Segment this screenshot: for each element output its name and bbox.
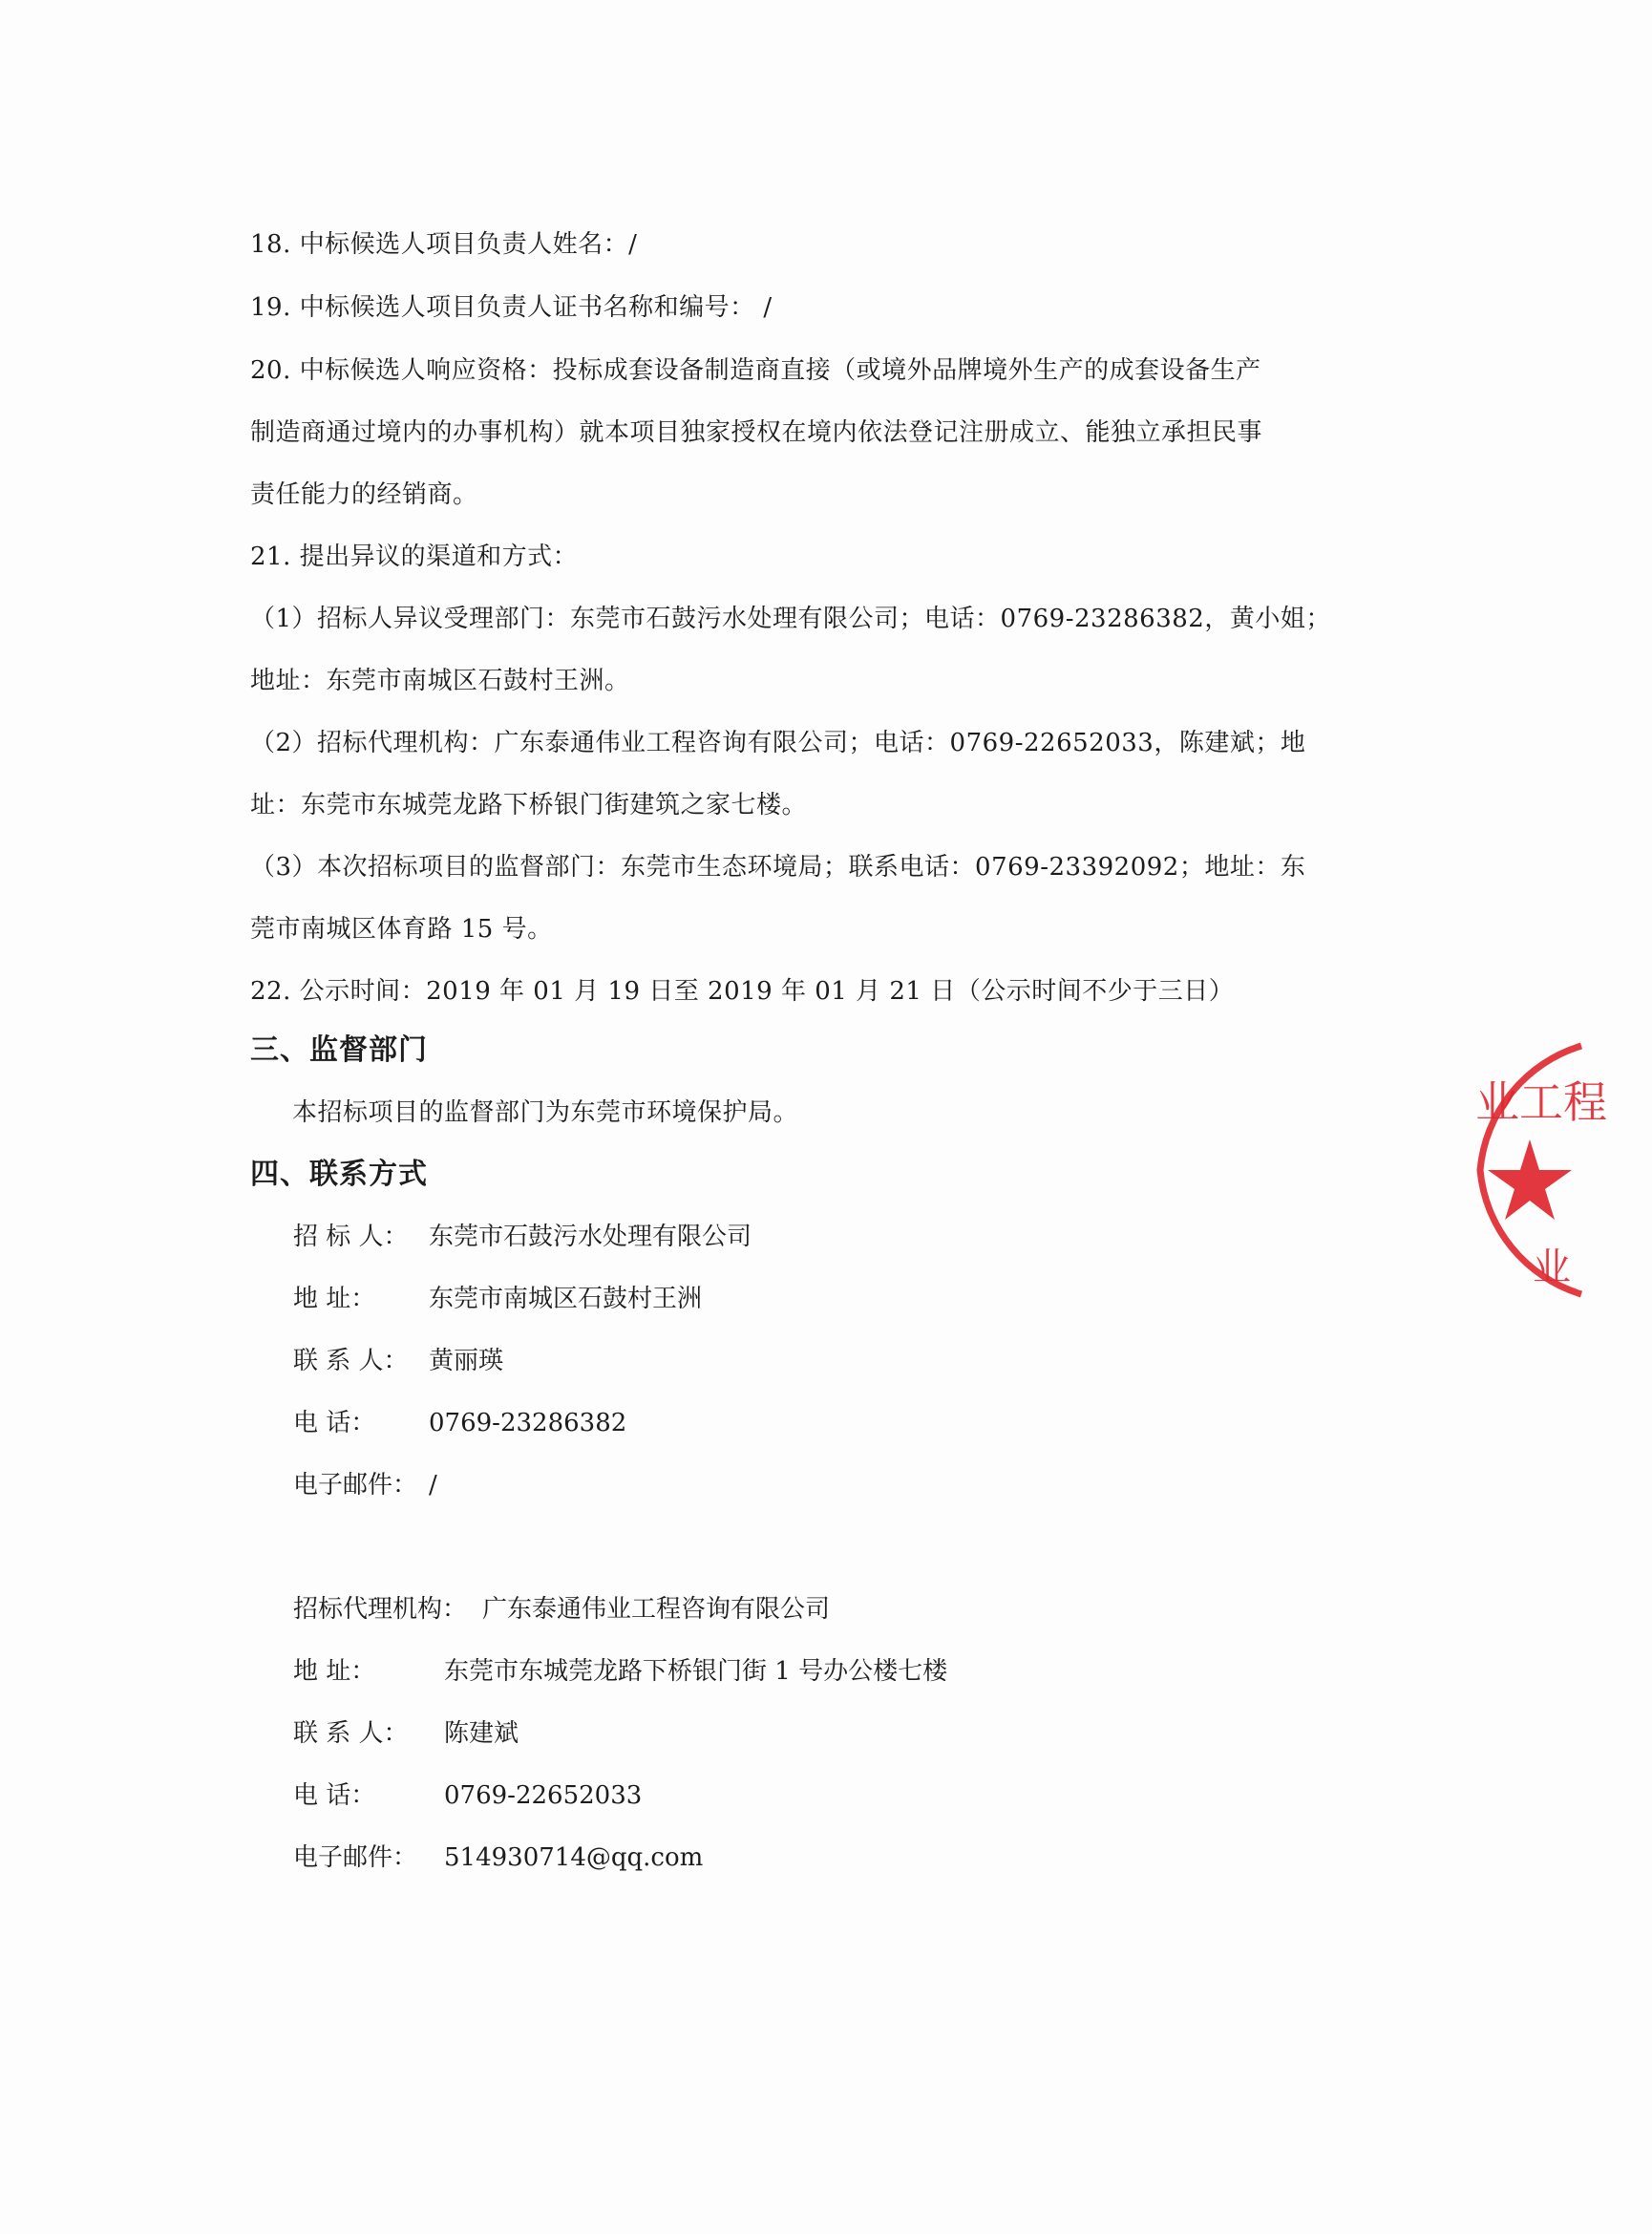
seal-text-bottom: 业 <box>1533 1245 1571 1289</box>
seal-text-top: 业工程 <box>1475 1076 1607 1128</box>
item-21-2-line-1: （2）招标代理机构：广东泰通伟业工程咨询有限公司；电话：0769-22652033，陈建斌；地 <box>250 729 1306 757</box>
agency-email-row <box>293 1839 703 1877</box>
field-value: 0769-23286382 <box>429 1409 627 1437</box>
agency-contact-row <box>293 1714 519 1753</box>
item-20-line-3: 责任能力的经销商。 <box>250 480 478 509</box>
item-20-line-1: 20. 中标候选人响应资格：投标成套设备制造商直接（或境外品牌境外生产的成套设备生产 <box>250 356 1261 385</box>
item-21-3-line-2: 莞市南城区体育路 15 号。 <box>250 915 553 944</box>
field-value: 0769-22652033 <box>444 1781 643 1810</box>
tenderer-address-row <box>293 1280 702 1318</box>
field-value: / <box>429 1471 437 1500</box>
star-icon <box>1488 1139 1572 1220</box>
item-21-3-line-1: （3）本次招标项目的监督部门：东莞市生态环境局；联系电话：0769-23392092；地址：东 <box>250 853 1306 882</box>
item-19: 19. 中标候选人项目负责人证书名称和编号： / <box>250 293 773 322</box>
field-value: 黄丽瑛 <box>429 1347 504 1375</box>
field-value: 陈建斌 <box>444 1719 519 1748</box>
tenderer-email-row <box>293 1466 437 1504</box>
item-21-2-line-2: 址：东莞市东城莞龙路下桥银门街建筑之家七楼。 <box>250 791 808 819</box>
item-21-1-line-1: （1）招标人异议受理部门：东莞市石鼓污水处理有限公司；电话：0769-23286382，黄小姐； <box>250 605 1331 633</box>
field-label: 电子邮件： <box>293 1843 418 1872</box>
field-value: 东莞市东城莞龙路下桥银门街 1 号办公楼七楼 <box>444 1657 948 1686</box>
tenderer-phone-row <box>293 1404 626 1442</box>
field-label: 联 系 人： <box>293 1347 409 1375</box>
item-21: 21. 提出异议的渠道和方式： <box>250 543 579 571</box>
company-seal <box>1461 1017 1652 1332</box>
field-value: 东莞市南城区石鼓村王洲 <box>429 1285 703 1313</box>
section-3-heading: 三、监督部门 <box>250 1033 428 1067</box>
tenderer-name-row <box>293 1218 752 1256</box>
field-label: 招 标 人： <box>293 1223 409 1251</box>
section-3-body: 本招标项目的监督部门为东莞市环境保护局。 <box>292 1098 799 1127</box>
tenderer-contact-row <box>293 1342 503 1380</box>
section-4-heading: 四、联系方式 <box>250 1158 428 1191</box>
field-label: 电 话： <box>293 1781 376 1810</box>
field-value: 东莞市石鼓污水处理有限公司 <box>429 1223 752 1251</box>
field-value: 广东泰通伟业工程咨询有限公司 <box>482 1595 831 1624</box>
field-label: 电 话： <box>293 1409 376 1437</box>
agency-phone-row <box>293 1777 642 1815</box>
field-value: 514930714@qq.com <box>444 1843 704 1872</box>
agency-address-row <box>293 1652 947 1691</box>
item-22: 22. 公示时间：2019 年 01 月 19 日至 2019 年 01 月 21 日（公示时间不少于三日） <box>250 977 1235 1006</box>
field-label: 地 址： <box>293 1657 376 1686</box>
item-18: 18. 中标候选人项目负责人姓名：/ <box>250 230 638 259</box>
item-20-line-2: 制造商通过境内的办事机构）就本项目独家授权在境内依法登记注册成立、能独立承担民事 <box>250 418 1263 447</box>
field-label: 招标代理机构： <box>293 1595 468 1624</box>
field-label: 电子邮件： <box>293 1471 418 1500</box>
item-21-1-line-2: 地址：东莞市南城区石鼓村王洲。 <box>250 667 630 695</box>
agency-name-row <box>293 1590 830 1628</box>
field-label: 地 址： <box>293 1285 376 1313</box>
field-label: 联 系 人： <box>293 1719 409 1748</box>
